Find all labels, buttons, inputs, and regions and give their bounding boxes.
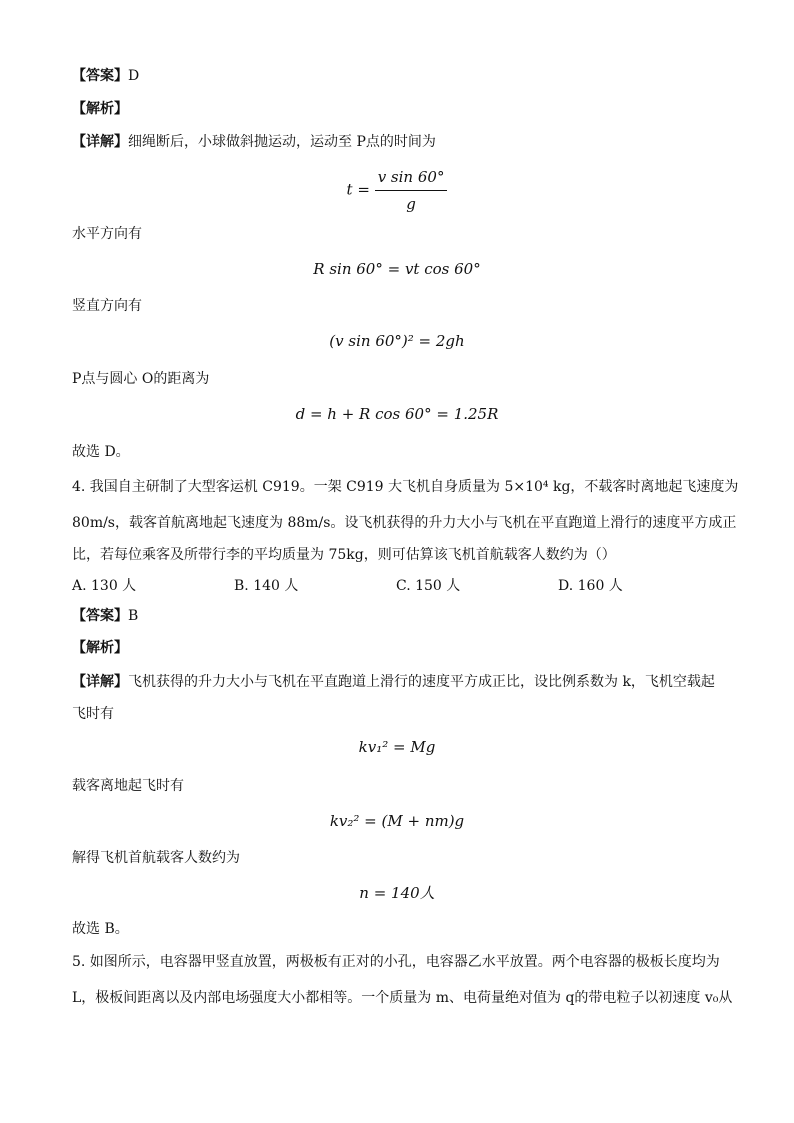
- fraction: [375, 166, 448, 215]
- q4-analysis-tag: 【解析】: [72, 640, 128, 656]
- option-a: A. 130 人: [72, 578, 137, 594]
- q3-vertical-label: 竖直方向有: [72, 298, 142, 314]
- detail-text: 飞机获得的升力大小与飞机在平直跑道上滑行的速度平方成正比，设比例系数为 k，飞机空载起: [128, 674, 715, 690]
- fraction-denominator: g: [406, 195, 416, 213]
- option-d: D. 160 人: [558, 578, 623, 594]
- q3-distance-label: P点与圆心 O的距离为: [72, 371, 210, 387]
- q5-stem-line-1: 5. 如图所示，电容器甲竖直放置，两极板有正对的小孔，电容器乙水平放置。两个电容器的极板长度均为: [72, 954, 720, 970]
- q4-detail-line-2: 飞时有: [72, 706, 114, 722]
- q3-equation-vertical: (v sin 60°)² = 2gh: [329, 332, 465, 350]
- q4-loaded-label: 载客离地起飞时有: [72, 778, 184, 794]
- q4-stem-line-2: 80m/s，载客首航离地起飞速度为 88m/s。设飞机获得的升力大小与飞机在平直跑道上滑行的速度平方成正: [72, 515, 737, 531]
- detail-tag: 【详解】: [72, 674, 128, 690]
- q3-detail-line: [72, 132, 436, 152]
- q4-equation-empty: kv₁² = Mg: [358, 738, 436, 756]
- q3-equation-distance: d = h + R cos 60° = 1.25R: [295, 405, 499, 423]
- q3-analysis-tag: 【解析】: [72, 101, 128, 117]
- q4-solve-label: 解得飞机首航载客人数约为: [72, 850, 240, 866]
- detail-tag: 【详解】: [72, 134, 128, 150]
- detail-text: 细绳断后，小球做斜抛运动，运动至 P点的时间为: [128, 134, 436, 150]
- q4-stem-line-1: 4. 我国自主研制了大型客运机 C919。一架 C919 大飞机自身质量为 5×10⁴ kg，不载客时离地起飞速度为: [72, 479, 739, 495]
- q4-equation-result: n = 140人: [359, 884, 435, 902]
- answer-tag: 【答案】: [72, 68, 128, 84]
- answer-value: B: [128, 608, 139, 624]
- answer-tag: 【答案】: [72, 608, 128, 624]
- q4-conclusion: 故选 B。: [72, 921, 129, 937]
- q4-answer-line: [72, 606, 138, 626]
- q3-horizontal-label: 水平方向有: [72, 226, 142, 242]
- option-b: B. 140 人: [234, 578, 299, 594]
- q3-answer-line: [72, 66, 139, 86]
- q3-equation-horizontal: R sin 60° = vt cos 60°: [313, 260, 481, 278]
- eq-lhs: t =: [346, 180, 370, 199]
- q4-stem-line-3: 比，若每位乘客及所带行李的平均质量为 75kg，则可估算该飞机首航载客人数约为（）: [72, 547, 616, 563]
- q4-detail-line-1: [72, 672, 715, 692]
- answer-value: D: [128, 68, 140, 84]
- q4-equation-loaded: kv₂² = (M + nm)g: [329, 812, 465, 830]
- q3-equation-time: [0, 166, 794, 215]
- q3-conclusion: 故选 D。: [72, 444, 130, 460]
- q5-stem-line-2: L，极板间距离以及内部电场强度大小都相等。一个质量为 m、电荷量绝对值为 q的带电粒子以初速度 v₀从: [72, 990, 733, 1006]
- option-c: C. 150 人: [396, 578, 461, 594]
- fraction-numerator: v sin 60°: [375, 166, 448, 191]
